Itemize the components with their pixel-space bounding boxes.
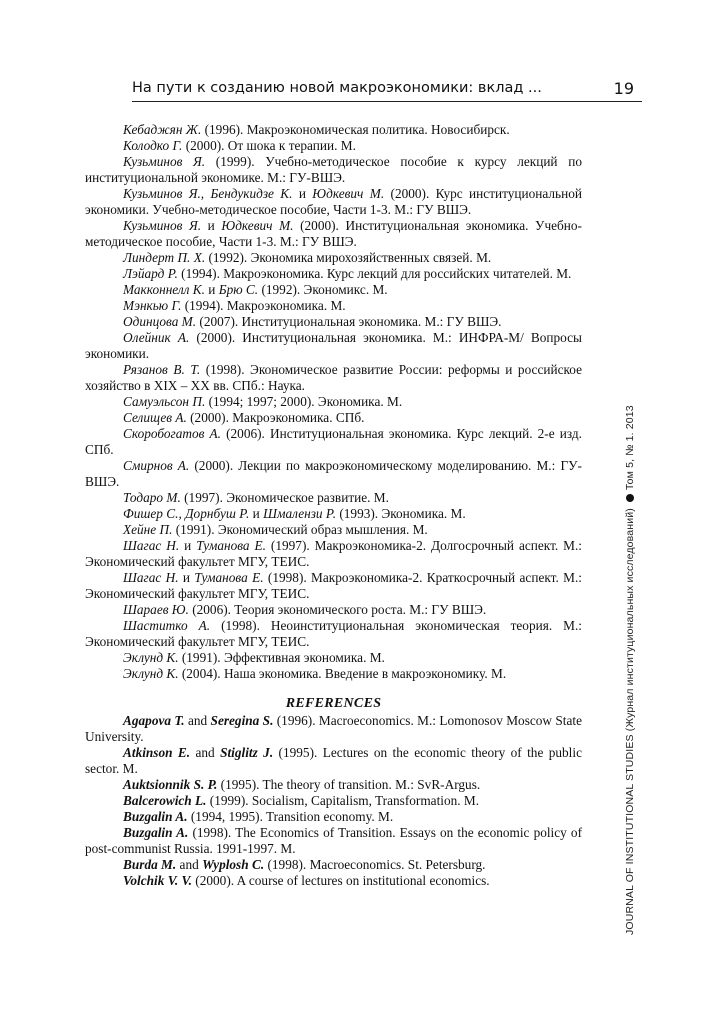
reference-author: Фишер С., Дорнбуш Р.	[123, 506, 250, 521]
reference-text: (1998). Экономическое развитие России: реформы и российское хозяйство в XIX – XX вв. СПб.: Наука.	[85, 362, 582, 393]
reference-author: Balcerowich L.	[123, 793, 207, 808]
reference-text: (2000). Институциональная экономика. Учебно-методическое пособие, Части 1-3. М.: ГУ ВШЭ.	[85, 218, 582, 249]
reference-entry	[85, 793, 582, 809]
reference-text: и	[249, 506, 264, 521]
reference-author: Buzgalin A.	[123, 825, 189, 840]
reference-text: (1993). Экономика. М.	[336, 506, 466, 521]
reference-text: (1994). Макроэкономика. М.	[181, 298, 346, 313]
reference-entry	[85, 666, 582, 682]
reference-text: (2000). Институциональная экономика. М.: ИНФРА-М/ Вопросы экономики.	[85, 330, 582, 361]
reference-entry	[85, 745, 582, 777]
reference-text: (1992). Экономикс. М.	[258, 282, 388, 297]
reference-entry	[85, 282, 582, 298]
reference-text: (1991). Эффективная экономика. М.	[178, 650, 385, 665]
reference-text: and	[190, 745, 221, 760]
reference-text: and	[184, 713, 211, 728]
reference-author: Макконнелл К.	[123, 282, 205, 297]
reference-entry	[85, 873, 582, 889]
reference-author: Эклунд К.	[123, 650, 179, 665]
reference-author: Atkinson E.	[123, 745, 191, 760]
reference-author: Рязанов В. Т.	[123, 362, 201, 377]
reference-author: Мэнкью Г.	[123, 298, 182, 313]
reference-text: (2000). Курс институциональной экономики. Учебно-методическое пособие, Части 1-3. М.: ГУ ВШЭ.	[85, 186, 582, 217]
reference-text: (2007). Институциональная экономика. М.: ГУ ВШЭ.	[196, 314, 502, 329]
reference-entry	[85, 857, 582, 873]
reference-author: Burda M.	[123, 857, 177, 872]
journal-issue: Том 5, № 1. 2013	[624, 405, 636, 491]
reference-author: Юдкевич М.	[312, 186, 385, 201]
reference-text: и	[292, 186, 313, 201]
reference-author: Stiglitz J.	[220, 745, 274, 760]
reference-entry	[85, 186, 582, 218]
reference-entry	[85, 570, 582, 602]
reference-text: (1994; 1997; 2000). Экономика. М.	[205, 394, 403, 409]
reference-entry	[85, 825, 582, 857]
reference-author: Туманова Е.	[194, 570, 264, 585]
reference-author: Volchik V. V.	[123, 873, 192, 888]
reference-author: Кузьминов Я.	[123, 154, 206, 169]
reference-author: Скоробогатов А.	[123, 426, 221, 441]
reference-entry	[85, 713, 582, 745]
reference-text: (1999). Учебно-методическое пособие к курсу лекций по институциональной экономике. М.: ГУ-ВШЭ.	[85, 154, 582, 185]
reference-text: (1995). The theory of transition. M.: SvR-Argus.	[217, 777, 481, 792]
reference-entry	[85, 777, 582, 793]
reference-entry	[85, 522, 582, 538]
journal-name: JOURNAL OF INSTITUTIONAL STUDIES (Журнал институциональных исследований)	[624, 508, 636, 935]
reference-author: Кузьминов Я., Бендукидзе К.	[123, 186, 293, 201]
reference-text: и	[178, 570, 195, 585]
reference-text: (2004). Наша экономика. Введение в макроэкономику. М.	[178, 666, 507, 681]
reference-text: и	[204, 282, 219, 297]
reference-author: Брю С.	[218, 282, 259, 297]
reference-text: (1998). The Economics of Transition. Essays on the economic policy of post-communist Russia. 1991-1997. M.	[85, 825, 582, 856]
header-rule	[132, 101, 642, 102]
running-header	[132, 80, 642, 102]
reference-text: (1998). Неоинституциональная экономическая теория. М.: Экономический факультет МГУ, ТЕИС.	[85, 618, 583, 649]
reference-text: (1994). Макроэкономика. Курс лекций для российских читателей. М.	[177, 266, 572, 281]
reference-entry	[85, 362, 582, 394]
bullet-dot-icon	[626, 494, 634, 502]
reference-entry	[85, 266, 582, 282]
reference-text: (1996). Макроэкономическая политика. Новосибирск.	[201, 122, 510, 137]
reference-author: Шараев Ю.	[123, 602, 189, 617]
reference-entry	[85, 394, 582, 410]
reference-entry	[85, 618, 582, 650]
reference-author: Шаститко А.	[123, 618, 211, 633]
reference-author: Одинцова М.	[123, 314, 197, 329]
reference-author: Линдерт П. Х.	[123, 250, 206, 265]
reference-author: Смирнов А.	[123, 458, 190, 473]
reference-text: (1997). Экономическое развитие. М.	[180, 490, 389, 505]
reference-author: Wyplosh C.	[202, 857, 265, 872]
reference-author: Auktsionnik S. P.	[123, 777, 218, 792]
reference-author: Олейник А.	[123, 330, 190, 345]
reference-entry	[85, 426, 582, 458]
reference-entry	[85, 490, 582, 506]
reference-text: (1992). Экономика мирохозяйственных связей. М.	[205, 250, 492, 265]
reference-author: Кебаджян Ж.	[123, 122, 202, 137]
reference-text: (2006). Теория экономического роста. М.: ГУ ВШЭ.	[188, 602, 487, 617]
reference-author: Самуэльсон П.	[123, 394, 206, 409]
reference-author: Юдкевич М.	[221, 218, 294, 233]
reference-author: Туманова Е.	[196, 538, 266, 553]
reference-text: (2000). От шока к терапии. М.	[182, 138, 356, 153]
english-reference-list	[85, 713, 582, 889]
reference-text: (1998). Macroeconomics. St. Petersburg.	[264, 857, 486, 872]
reference-entry	[85, 458, 582, 490]
reference-author: Seregina S.	[210, 713, 274, 728]
reference-text: и	[201, 218, 222, 233]
reference-entry	[85, 410, 582, 426]
reference-text: (2000). Лекции по макроэкономическому моделированию. М.: ГУ-ВШЭ.	[85, 458, 582, 489]
reference-text: (1997). Макроэкономика-2. Долгосрочный аспект. М.: Экономический факультет МГУ, ТЕИС.	[85, 538, 582, 569]
reference-author: Шмалензи Р.	[263, 506, 337, 521]
reference-text: (1994, 1995). Transition economy. M.	[187, 809, 394, 824]
reference-entry	[85, 506, 582, 522]
reference-entry	[85, 650, 582, 666]
reference-text: (1996). Macroeconomics. M.: Lomonosov Moscow State University.	[85, 713, 582, 744]
reference-entry	[85, 314, 582, 330]
reference-list	[85, 122, 582, 889]
reference-text: (1999). Socialism, Capitalism, Transformation. M.	[206, 793, 480, 808]
reference-author: Кузьминов Я.	[123, 218, 202, 233]
page-number: 19	[613, 79, 634, 98]
reference-entry	[85, 809, 582, 825]
reference-text: (2000). A course of lectures on institutional economics.	[191, 873, 490, 888]
reference-text: (2000). Макроэкономика. СПб.	[186, 410, 365, 425]
reference-entry	[85, 250, 582, 266]
reference-author: Agapova T.	[123, 713, 185, 728]
reference-author: Лэйард Р.	[123, 266, 178, 281]
reference-entry	[85, 298, 582, 314]
reference-text: and	[176, 857, 203, 872]
reference-author: Колодко Г.	[123, 138, 183, 153]
reference-author: Шагас Н.	[123, 538, 180, 553]
reference-text: (1991). Экономический образ мышления. М.	[172, 522, 428, 537]
reference-entry	[85, 138, 582, 154]
reference-text: и	[179, 538, 197, 553]
reference-author: Селищев А.	[123, 410, 187, 425]
reference-text: (1995). Lectures on the economic theory of the public sector. M.	[85, 745, 582, 776]
reference-text: (1998). Макроэкономика-2. Краткосрочный аспект. М.: Экономический факультет МГУ, ТЕИС.	[85, 570, 582, 601]
reference-author: Шагас Н.	[123, 570, 179, 585]
reference-entry	[85, 122, 582, 138]
reference-author: Тодаро М.	[123, 490, 181, 505]
russian-reference-list	[85, 122, 582, 682]
running-title: На пути к созданию новой макроэкономики: вклад ...	[132, 80, 542, 96]
reference-entry	[85, 538, 582, 570]
reference-author: Эклунд К.	[123, 666, 179, 681]
reference-text: (2006). Институциональная экономика. Курс лекций. 2-е изд. СПб.	[85, 426, 582, 457]
reference-author: Хейне П.	[123, 522, 173, 537]
reference-entry	[85, 602, 582, 618]
reference-entry	[85, 330, 582, 362]
reference-entry	[85, 154, 582, 186]
references-heading: REFERENCES	[285, 696, 382, 711]
reference-author: Buzgalin A.	[123, 809, 188, 824]
reference-entry	[85, 218, 582, 250]
